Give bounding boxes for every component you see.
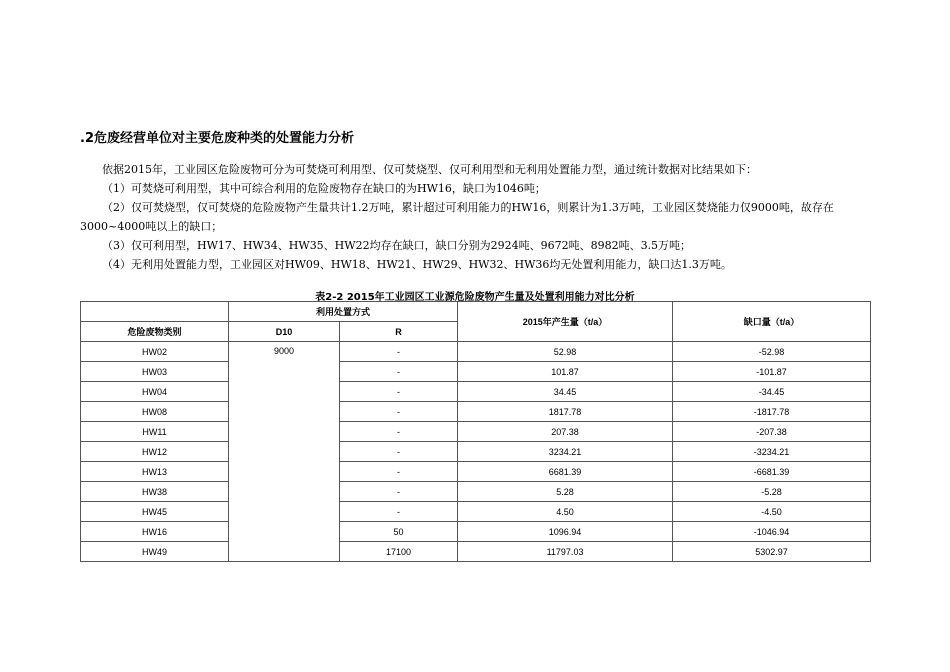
cell-gap: -4.50 xyxy=(673,502,871,522)
cell-output: 52.98 xyxy=(458,342,673,362)
body-text xyxy=(80,160,872,274)
cell-gap: -3234.21 xyxy=(673,442,871,462)
cell-output: 101.87 xyxy=(458,362,673,382)
header-d10: D10 xyxy=(229,322,340,342)
cell-gap: -5.28 xyxy=(673,482,871,502)
cell-gap: -101.87 xyxy=(673,362,871,382)
header-category: 危险废物类别 xyxy=(81,322,229,342)
table-body xyxy=(81,342,871,562)
cell-gap: 5302.97 xyxy=(673,542,871,562)
table-row xyxy=(81,542,871,562)
cell-category: HW16 xyxy=(81,522,229,542)
cell-gap: -1046.94 xyxy=(673,522,871,542)
cell-r: 50 xyxy=(340,522,458,542)
cell-category: HW03 xyxy=(81,362,229,382)
cell-category: HW02 xyxy=(81,342,229,362)
table-row xyxy=(81,342,871,362)
header-output: 2015年产生量（t/a） xyxy=(458,302,673,342)
item-paragraph-1: （1）可焚烧可利用型，其中可综合利用的危险废物存在缺口的为HW16，缺口为1046吨； xyxy=(102,182,546,195)
cell-gap: -6681.39 xyxy=(673,462,871,482)
cell-r: - xyxy=(340,422,458,442)
header-method-group: 利用处置方式 xyxy=(229,302,458,322)
cell-r: - xyxy=(340,342,458,362)
table-row xyxy=(81,402,871,422)
table-row xyxy=(81,502,871,522)
cell-output: 3234.21 xyxy=(458,442,673,462)
header-gap: 缺口量（t/a） xyxy=(673,302,871,342)
intro-paragraph: 依据2015年，工业园区危险废物可分为可焚烧可利用型、仅可焚烧型、仅可利用型和无利用处置能力型，通过统计数据对比结果如下： xyxy=(102,163,757,176)
cell-category: HW04 xyxy=(81,382,229,402)
table-caption: 表2-2 2015年工业园区工业源危险废物产生量及处置利用能力对比分析 xyxy=(315,292,635,303)
cell-output: 207.38 xyxy=(458,422,673,442)
cell-category: HW08 xyxy=(81,402,229,422)
table-row xyxy=(81,442,871,462)
section-heading: .2危废经营单位对主要危废种类的处置能力分析 xyxy=(80,131,354,146)
cell-category: HW11 xyxy=(81,422,229,442)
cell-category: HW49 xyxy=(81,542,229,562)
cell-r: - xyxy=(340,462,458,482)
table-row xyxy=(81,382,871,402)
table-row xyxy=(81,362,871,382)
cell-gap: -1817.78 xyxy=(673,402,871,422)
cell-r: - xyxy=(340,402,458,422)
cell-r: - xyxy=(340,502,458,522)
cell-category: HW12 xyxy=(81,442,229,462)
item-paragraph-2: （2）仅可焚烧型，仅可焚烧的危险废物产生量共计1.2万吨，累计超过可利用能力的HW16，则累计为1.3万吨，工业园区焚烧能力仅9000吨，故存在3000~4000吨以上的缺口； xyxy=(80,201,834,233)
cell-output: 4.50 xyxy=(458,502,673,522)
cell-r: - xyxy=(340,482,458,502)
cell-output: 11797.03 xyxy=(458,542,673,562)
item-paragraph-4: （4）无利用处置能力型，工业园区对HW09、HW18、HW21、HW29、HW32、HW36均无处置利用能力，缺口达1.3万吨。 xyxy=(102,258,732,271)
cell-output: 5.28 xyxy=(458,482,673,502)
hazardous-waste-table xyxy=(80,301,871,562)
cell-gap: -207.38 xyxy=(673,422,871,442)
cell-output: 1817.78 xyxy=(458,402,673,422)
cell-r: - xyxy=(340,382,458,402)
cell-r: - xyxy=(340,362,458,382)
cell-gap: -34.45 xyxy=(673,382,871,402)
table-row xyxy=(81,522,871,542)
cell-r: - xyxy=(340,442,458,462)
cell-gap: -52.98 xyxy=(673,342,871,362)
header-spacer xyxy=(81,302,229,322)
cell-output: 34.45 xyxy=(458,382,673,402)
table-row xyxy=(81,462,871,482)
cell-output: 1096.94 xyxy=(458,522,673,542)
cell-r: 17100 xyxy=(340,542,458,562)
cell-d10: 9000 xyxy=(229,342,340,562)
table-row xyxy=(81,482,871,502)
header-r: R xyxy=(340,322,458,342)
cell-category: HW45 xyxy=(81,502,229,522)
item-paragraph-3: （3）仅可利用型，HW17、HW34、HW35、HW22均存在缺口，缺口分别为2924吨、9672吨、8982吨、3.5万吨； xyxy=(102,239,692,252)
cell-output: 6681.39 xyxy=(458,462,673,482)
cell-category: HW38 xyxy=(81,482,229,502)
cell-category: HW13 xyxy=(81,462,229,482)
table-row xyxy=(81,422,871,442)
